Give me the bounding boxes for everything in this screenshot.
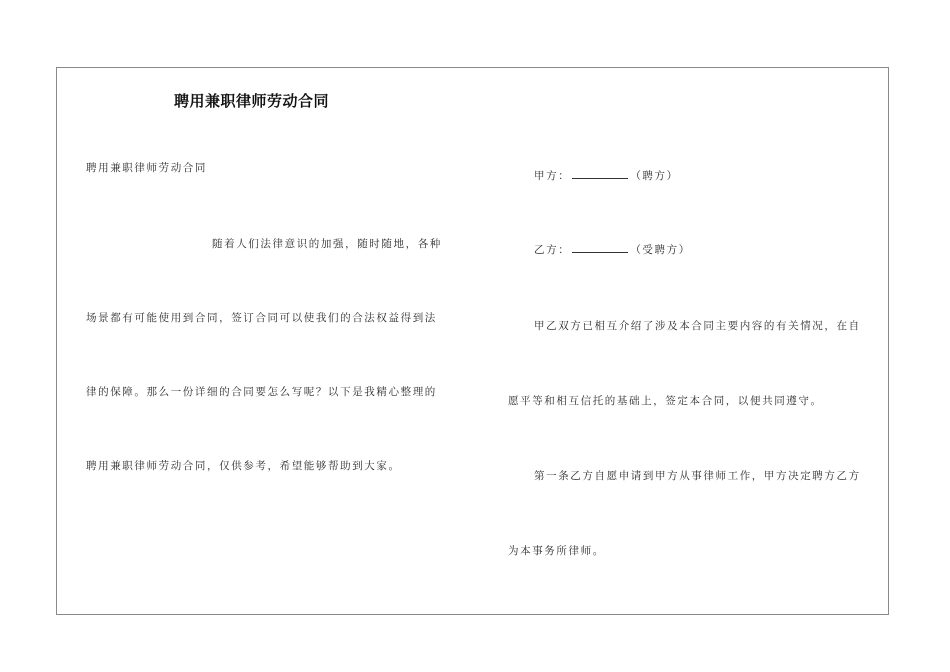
- party-b-role: （受聘方）: [630, 244, 691, 256]
- document-title: 聘用兼职律师劳动合同: [174, 92, 330, 110]
- intro-clause-line-1: 甲乙双方已相互介绍了涉及本合同主要内容的有关情况，在自: [534, 320, 861, 332]
- intro-paragraph-line-4: 聘用兼职律师劳动合同，仅供参考，希望能够帮助到大家。: [86, 460, 401, 472]
- party-a-line: [534, 168, 679, 183]
- party-b-line: [534, 242, 691, 257]
- intro-paragraph-line-2: 场景都有可能使用到合同，签订合同可以使我们的合法权益得到法: [86, 312, 437, 324]
- article-1-line-2: 为本事务所律师。: [508, 545, 605, 557]
- intro-paragraph-line-1: 随着人们法律意识的加强，随时随地，各种: [212, 238, 442, 250]
- left-heading: 聘用兼职律师劳动合同: [86, 162, 207, 174]
- intro-paragraph-line-3: 律的保障。那么一份详细的合同要怎么写呢？以下是我精心整理的: [86, 386, 437, 398]
- party-a-role: （聘方）: [630, 170, 679, 182]
- party-a-label: 甲方：: [534, 170, 571, 182]
- document-page-frame: [56, 67, 889, 615]
- party-b-label: 乙方：: [534, 244, 571, 256]
- article-1-line-1: 第一条乙方自愿申请到甲方从事律师工作，甲方决定聘方乙方: [534, 470, 861, 482]
- party-a-blank-field[interactable]: [572, 168, 628, 179]
- intro-clause-line-2: 愿平等和相互信托的基础上，签定本合同，以便共同遵守。: [508, 395, 823, 407]
- party-b-blank-field[interactable]: [572, 242, 628, 253]
